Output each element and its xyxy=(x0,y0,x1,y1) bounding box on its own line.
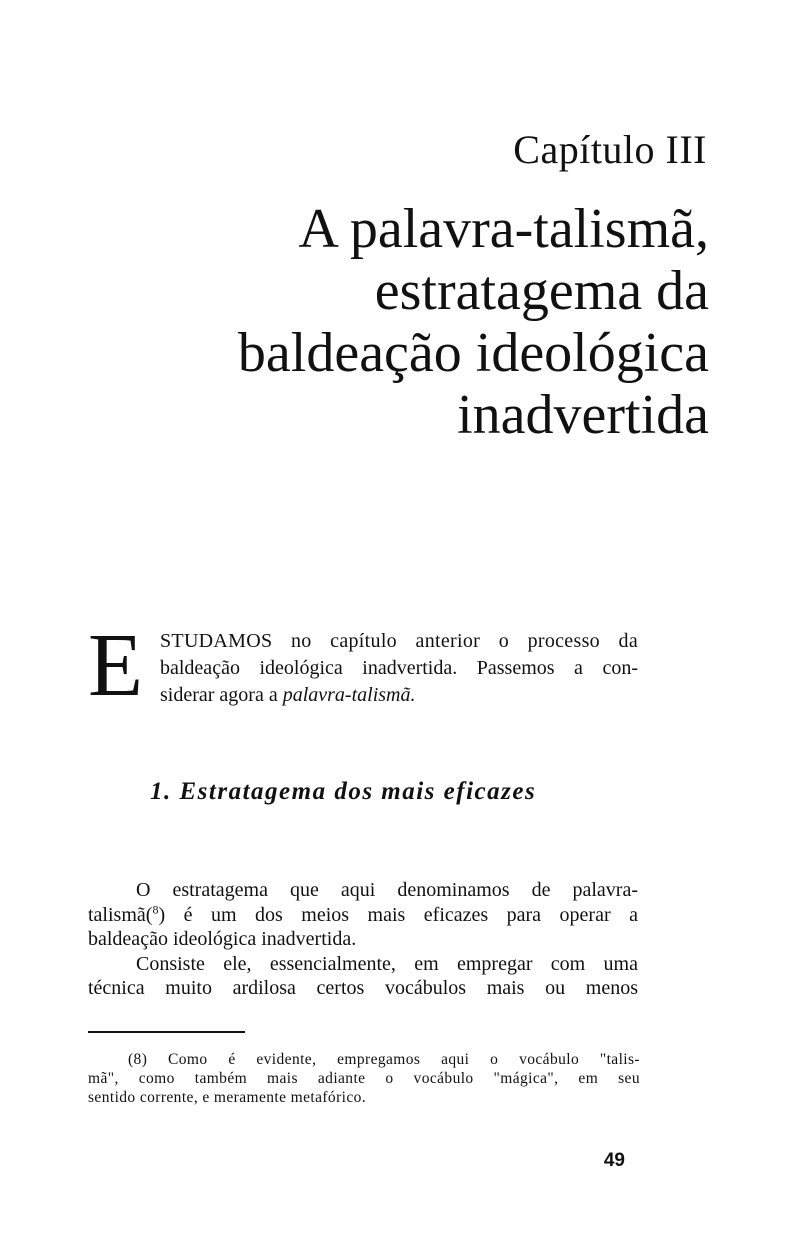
intro-italic-term: palavra-talismã. xyxy=(282,684,416,706)
body-line-text: talismã( xyxy=(88,903,153,926)
body-line: O estratagema que aqui denominamos de palavra- xyxy=(136,879,638,901)
page-number: 49 xyxy=(603,1150,625,1171)
chapter-title xyxy=(109,198,709,446)
chapter-title-line: A palavra-talismã, xyxy=(298,198,709,260)
intro-line xyxy=(160,682,638,709)
footnote-line: (8) Como é evidente, empregamos aqui o vocábulo "talis- xyxy=(128,1051,640,1068)
footnote-line: sentido corrente, e meramente metafórico. xyxy=(88,1089,367,1106)
drop-cap: E xyxy=(88,616,143,715)
intro-paragraph xyxy=(88,616,638,715)
footnote-line: mã", como também mais adiante o vocábulo "mágica", em seu xyxy=(88,1070,640,1087)
footnote-reference: 8 xyxy=(152,901,159,916)
body-line xyxy=(88,903,638,928)
body-line-text: ) é um dos meios mais eficazes para operar a xyxy=(158,903,638,926)
body-line: Consiste ele, essencialmente, em empregar com uma xyxy=(136,952,638,975)
chapter-title-line: inadvertida xyxy=(457,384,709,446)
chapter-title-line: estratagema da xyxy=(374,260,709,322)
intro-line: baldeação ideológica inadvertida. Passemos a con- xyxy=(160,657,638,679)
intro-line-text: siderar agora a xyxy=(160,684,283,706)
body-line: técnica muito ardilosa certos vocábulos mais ou menos xyxy=(88,977,638,999)
chapter-title-line: baldeação ideológica xyxy=(237,322,709,384)
body-text xyxy=(88,878,638,1001)
section-heading: 1. Estratagema dos mais eficazes xyxy=(150,778,537,805)
body-line: baldeação ideológica inadvertida. xyxy=(88,928,357,950)
footnote-divider xyxy=(88,1031,245,1033)
intro-line: STUDAMOS no capítulo anterior o processo da xyxy=(160,630,638,652)
footnote xyxy=(88,1050,640,1107)
chapter-label: Capítulo III xyxy=(513,127,707,172)
